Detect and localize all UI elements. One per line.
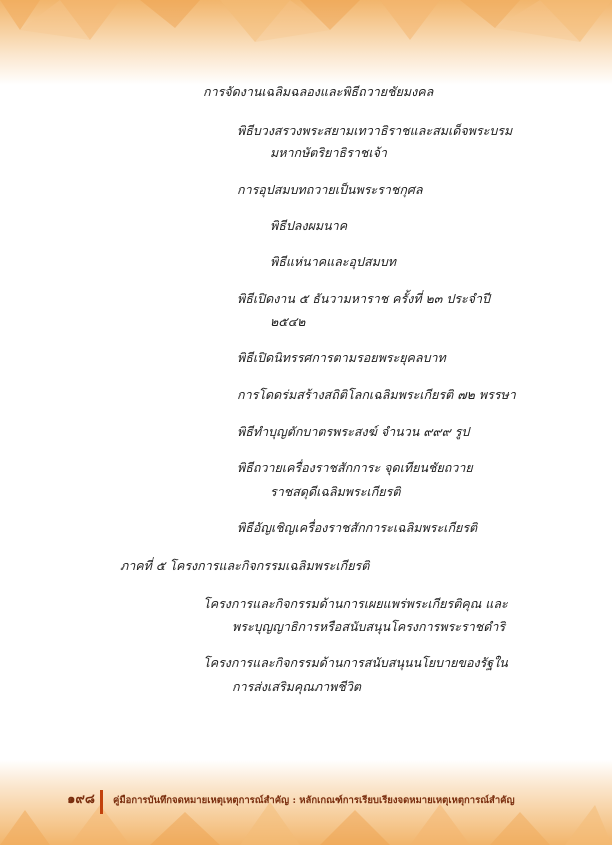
list-item-continued: มหากษัตริยาธิราชเจ้า [270, 145, 387, 160]
part-list-item: โครงการและกิจกรรมด้านการเผยแพร่พระเกียรติคุณ และ [203, 596, 508, 611]
sub-list-item: พิธีปลงผมนาค [270, 218, 348, 233]
section-heading: การจัดงานเฉลิมฉลองและพิธีถวายชัยมงคล [203, 84, 434, 99]
list-item: การอุปสมบทถวายเป็นพระราชกุศล [237, 182, 423, 197]
list-item: พิธีบวงสรวงพระสยามเทวาธิราชและสมเด็จพระบรม [237, 123, 513, 138]
footer-divider [100, 790, 103, 814]
list-item: พิธีอัญเชิญเครื่องราชสักการะเฉลิมพระเกียรติ [237, 520, 478, 535]
list-item-continued: ราชสดุดีเฉลิมพระเกียรติ [270, 484, 401, 499]
sub-list-item: พิธีแห่นาคและอุปสมบท [270, 254, 397, 269]
list-item: การโดดร่มสร้างสถิติโลกเฉลิมพระเกียรติ ๗๒ พรรษา [237, 387, 516, 402]
list-item-continued: ๒๕๔๒ [270, 314, 306, 329]
page-number: ๑๙๘ [67, 792, 95, 807]
footer-book-title: คู่มือการบันทึกจดหมายเหตุเหตุการณ์สำคัญ : หลักเกณฑ์การเรียบเรียงจดหมายเหตุเหตุการณ์สำคัญ [113, 795, 515, 806]
list-item: พิธีทำบุญตักบาตรพระสงฆ์ จำนวน ๙๙๙ รูป [237, 424, 470, 439]
list-item: พิธีเปิดงาน ๕ ธันวามหาราช ครั้งที่ ๒๓ ประจำปี [237, 291, 490, 306]
part-list-item: โครงการและกิจกรรมด้านการสนับสนุนนโยบายของรัฐใน [203, 655, 508, 670]
list-item: พิธีถวายเครื่องราชสักการะ จุดเทียนชัยถวาย [237, 460, 473, 475]
part-heading: ภาคที่ ๕ โครงการและกิจกรรมเฉลิมพระเกียรติ [120, 558, 370, 573]
list-item: พิธีเปิดนิทรรศการตามรอยพระยุคลบาท [237, 350, 446, 365]
part-list-item-continued: พระบุญญาธิการหรือสนับสนุนโครงการพระราชดำริ [232, 619, 506, 634]
part-list-item-continued: การส่งเสริมคุณภาพชีวิต [232, 679, 361, 694]
